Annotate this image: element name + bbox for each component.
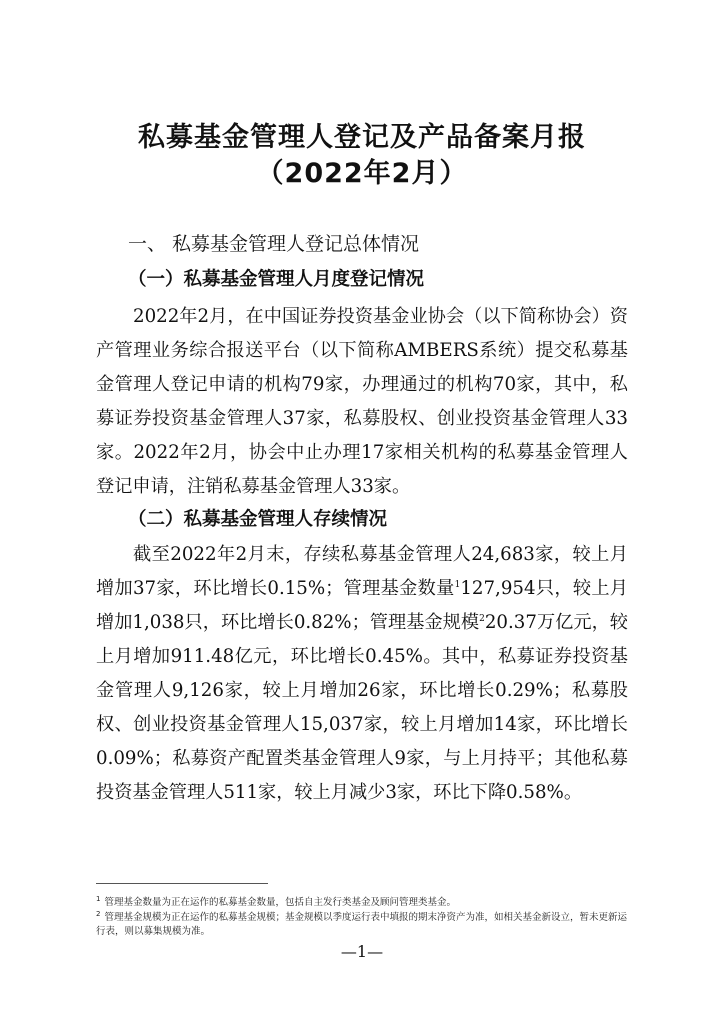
footnote-2 xyxy=(96,907,628,939)
report-title: 私募基金管理人登记及产品备案月报 xyxy=(138,122,586,153)
subsection-heading-monthly-registration: （一）私募基金管理人月度登记情况 xyxy=(128,269,425,290)
report-subtitle-date: （2022年2月） xyxy=(256,158,468,189)
section-heading-1: 一、 私募基金管理人登记总体情况 xyxy=(128,233,420,255)
footnote-mark: 2 xyxy=(96,910,101,918)
subsection-heading-existing-managers: （二）私募基金管理人存续情况 xyxy=(128,509,388,530)
paragraph-text-part-a: 截至2022年2月末，存续私募基金管理人24,683家，较上月增加37家，环比增长0.15%；管理基金数量 xyxy=(96,544,628,599)
page-number: —1— xyxy=(340,942,384,961)
footnote-divider xyxy=(96,883,268,884)
footnote-ref-1: 1 xyxy=(454,579,461,590)
footnote-ref-2: 2 xyxy=(479,613,485,624)
paragraph-text-part-b: 127,954只，较上月增加1,038只，环比增长0.82%；管理基金规模 xyxy=(96,578,628,633)
footnote-text: 管理基金规模为正在运作的私募基金规模；基金规模以季度运行表中填报的期末净资产为准，如相关基金新设立，暂未更新运行表，则以募集规模为准。 xyxy=(96,912,627,938)
paragraph-monthly-registration: 2022年2月，在中国证券投资基金业协会（以下简称协会）资产管理业务综合报送平台（以下简称AMBERS系统）提交私募基金管理人登记申请的机构79家，办理通过的机构70家，其中，私募证券投资基金管理人37家，私募股权、创业投资基金管理人33家。2022年2月，协会中止办理17家相关机构的私募基金管理人登记申请，注销私募基金管理人33家。 xyxy=(96,306,628,497)
paragraph-existing-managers xyxy=(96,538,628,810)
paragraph-text-part-c: 20.37万亿元，较上月增加911.48亿元，环比增长0.45%。其中，私募证券投资基金管理人9,126家，较上月增加26家，环比增长0.29%；私募股权、创业投资基金管理人15,037家，较上月增加14家，环比增长0.09%；私募资产配置类基金管理人9家，与上月持平；其他私募投资基金管理人511家，较上月减少3家，环比下降0.58%。 xyxy=(96,612,628,803)
footnote-mark: 1 xyxy=(96,895,101,903)
footnote-text: 管理基金数量为正在运作的私募基金数量，包括自主发行类基金及顾问管理类基金。 xyxy=(104,897,456,909)
